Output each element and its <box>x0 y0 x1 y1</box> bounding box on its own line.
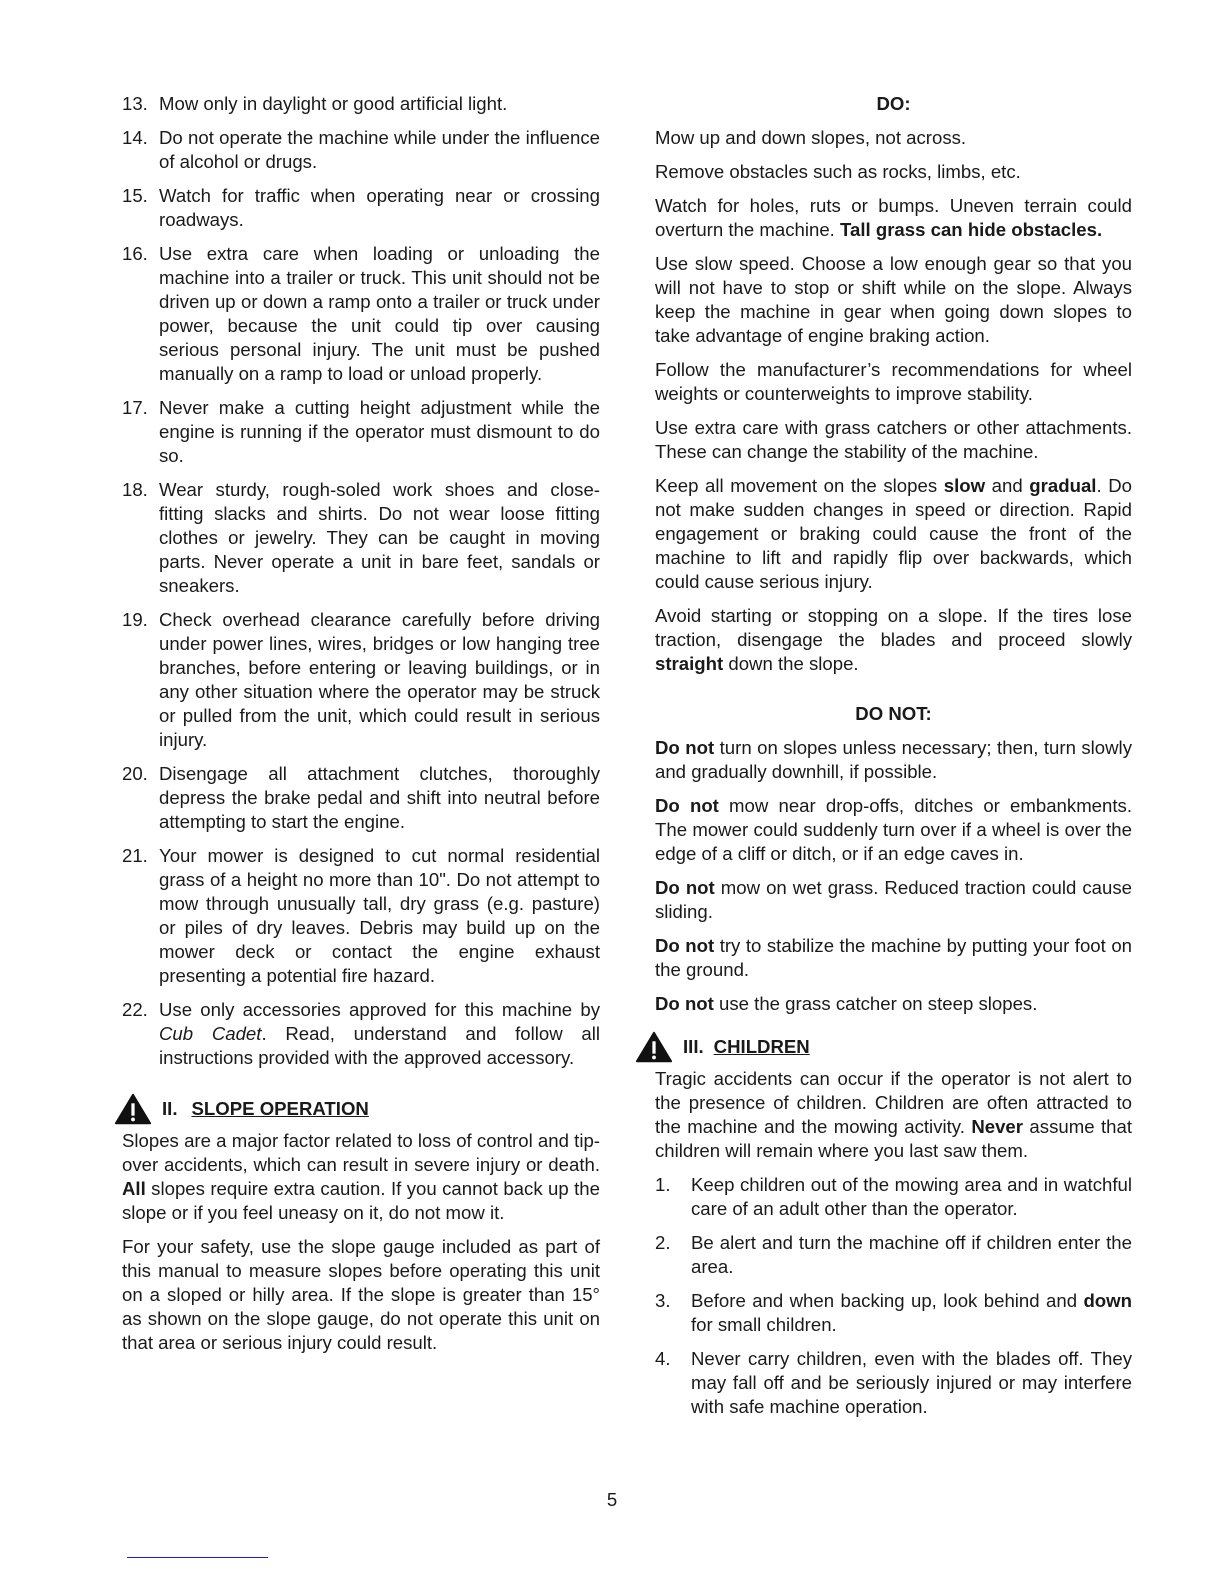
list-item-22: 22. Use only accessories approved for this machine by Cub Cadet. Read, understand and follow all instructions provided with the approved accessory. <box>122 999 600 1068</box>
children-list-item: 3. Before and when backing up, look behind and down for small children. <box>655 1290 1132 1335</box>
children-list-item: 2. Be alert and turn the machine off if children enter the area. <box>655 1232 1132 1277</box>
section-title: SLOPE OPERATION <box>191 1098 369 1119</box>
list-item-16: 16. Use extra care when loading or unloading the machine into a trailer or truck. This unit should not be driven up or down a ramp onto a trailer or truck under power, because the unit could tip over causing serious personal injury. The unit must be pushed manually on a ramp to load or unload properly. <box>122 243 600 384</box>
do-not-item: Do not use the grass catcher on steep slopes. <box>655 993 1038 1014</box>
do-item: Use extra care with grass catchers or other attachments. These can change the stability of the machine. <box>655 417 1132 462</box>
list-item-17: 17. Never make a cutting height adjustment while the engine is running if the operator must dismount to do so. <box>122 397 600 466</box>
do-item: Remove obstacles such as rocks, limbs, etc. <box>655 161 1021 182</box>
do-not-item: Do not try to stabilize the machine by putting your foot on the ground. <box>655 935 1132 980</box>
do-not-item: Do not mow near drop-offs, ditches or embankments. The mower could suddenly turn over if a wheel is over the edge of a cliff or ditch, or if an edge caves in. <box>655 795 1132 864</box>
list-item-14: 14. Do not operate the machine while under the influence of alcohol or drugs. <box>122 127 600 172</box>
list-item-21: 21. Your mower is designed to cut normal residential grass of a height no more than 10". Do not attempt to mow through unusually tall, dry grass (e.g. pasture) or piles of dry leaves. Debris may build up on the mower deck or contact the engine exhaust presenting a potential fire hazard. <box>122 845 600 986</box>
right-column <box>655 92 1132 1429</box>
do-item: Mow up and down slopes, not across. <box>655 127 967 148</box>
warning-triangle-icon <box>114 1092 152 1126</box>
list-item-13: 13. Mow only in daylight or good artificial light. <box>122 93 508 114</box>
section-title: CHILDREN <box>713 1036 810 1057</box>
list-item-15: 15. Watch for traffic when operating near or crossing roadways. <box>122 185 600 230</box>
do-item: Watch for holes, ruts or bumps. Uneven terrain could overturn the machine. Tall grass can hide obstacles. <box>655 195 1132 240</box>
do-not-item: Do not turn on slopes unless necessary; then, turn slowly and gradually downhill, if possible. <box>655 737 1132 782</box>
list-item-20: 20. Disengage all attachment clutches, thoroughly depress the brake pedal and shift into neutral before attempting to start the engine. <box>122 763 600 832</box>
slope-paragraph-2: For your safety, use the slope gauge included as part of this manual to measure slopes before operating this unit on a sloped or hilly area. If the slope is greater than 15° as shown on the slope gauge, do not operate this unit on that area or serious injury could result. <box>122 1236 600 1353</box>
brand-name: Cub Cadet <box>159 1023 262 1044</box>
slope-operation-heading: II. SLOPE OPERATION <box>114 1092 600 1126</box>
do-item: Keep all movement on the slopes slow and gradual. Do not make sudden changes in speed or direction. Rapid engagement or braking could cause the front of the machine to lift and rapidly flip over backwards, which could cause serious injury. <box>655 475 1133 592</box>
children-intro: Tragic accidents can occur if the operator is not alert to the presence of children. Children are often attracted to the machine and the mowing activity. Never assume that children will remain where you last saw them. <box>655 1068 1132 1161</box>
warning-triangle-icon <box>635 1030 673 1064</box>
left-column <box>122 92 600 1365</box>
do-not-heading: DO NOT: <box>855 703 932 724</box>
children-heading: III. CHILDREN <box>635 1030 1132 1064</box>
children-list-item: 4. Never carry children, even with the blades off. They may fall off and be seriously injured or may interfere with safe machine operation. <box>655 1348 1132 1417</box>
page-number: 5 <box>606 1489 618 1510</box>
list-item-18: 18. Wear sturdy, rough-soled work shoes and close-fitting slacks and shirts. Do not wear loose fitting clothes or jewelry. They can be caught in moving parts. Never operate a unit in bare feet, sandals or sneakers. <box>122 479 600 596</box>
slope-paragraph-1: Slopes are a major factor related to loss of control and tip-over accidents, which can result in severe injury or death. All slopes require extra caution. If you cannot back up the slope or if you feel uneasy on it, do not mow it. <box>122 1130 600 1223</box>
do-item: Use slow speed. Choose a low enough gear so that you will not have to stop or shift while on the slope. Always keep the machine in gear when going down slopes to take advantage of engine braking action. <box>655 253 1132 346</box>
do-item: Avoid starting or stopping on a slope. If the tires lose traction, disengage the blades and proceed slowly straight down the slope. <box>655 605 1132 674</box>
children-list-item: 1. Keep children out of the mowing area and in watchful care of an adult other than the operator. <box>655 1174 1132 1219</box>
do-item: Follow the manufacturer’s recommendations for wheel weights or counterweights to improve stability. <box>655 359 1132 404</box>
do-not-item: Do not mow on wet grass. Reduced traction could cause sliding. <box>655 877 1132 922</box>
footer-rule <box>127 1557 268 1558</box>
do-heading: DO: <box>876 93 911 114</box>
list-item-19: 19. Check overhead clearance carefully before driving under power lines, wires, bridges or low hanging tree branches, before entering or leaving buildings, or in any other situation where the operator may be struck or pulled from the unit, which could result in serious injury. <box>122 609 600 750</box>
